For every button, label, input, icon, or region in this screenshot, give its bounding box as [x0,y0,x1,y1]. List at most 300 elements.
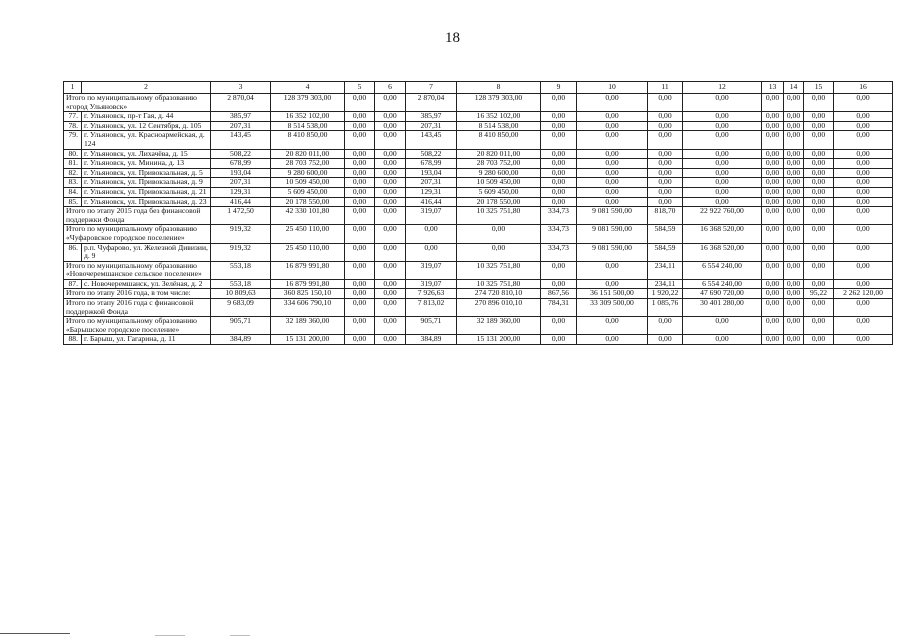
value-cell: 508,22 [211,149,271,159]
value-cell: 193,04 [211,168,271,178]
value-cell: 0,00 [762,299,784,317]
value-cell: 0,00 [648,149,683,159]
value-cell: 2 870,04 [406,94,457,112]
value-cell: 0,00 [784,178,804,188]
value-cell: 0,00 [577,187,648,197]
value-cell: 0,00 [345,159,375,169]
value-cell: 0,00 [784,299,804,317]
value-cell: 0,00 [541,279,577,289]
summary-row [64,207,893,225]
value-cell: 0,00 [345,121,375,131]
value-cell: 0,00 [375,225,406,243]
value-cell: 0,00 [784,131,804,149]
value-cell: 25 450 110,00 [271,243,345,261]
value-cell: 0,00 [345,207,375,225]
value-cell: 0,00 [345,317,375,335]
value-cell: 129,31 [211,187,271,197]
row-index: 88. [64,335,82,345]
value-cell: 5 609 450,00 [271,187,345,197]
header-cell: 9 [541,82,577,94]
table-row [64,197,893,207]
summary-row [64,261,893,279]
header-cell: 13 [762,82,784,94]
value-cell: 0,00 [683,112,762,122]
value-cell: 9 683,09 [211,299,271,317]
value-cell: 0,00 [804,149,834,159]
value-cell: 9 081 590,00 [577,207,648,225]
value-cell: 0,00 [762,197,784,207]
value-cell: 128 379 303,00 [457,94,541,112]
value-cell: 0,00 [804,168,834,178]
value-cell: 0,00 [834,317,893,335]
row-index: 87. [64,279,82,289]
value-cell: 0,00 [648,335,683,345]
value-cell: 6 554 240,00 [683,279,762,289]
value-cell: 8 410 850,00 [457,131,541,149]
value-cell: 0,00 [834,243,893,261]
header-cell: 10 [577,82,648,94]
table-row [64,279,893,289]
row-index: 80. [64,149,82,159]
value-cell: 0,00 [375,112,406,122]
address-cell: г. Ульяновск, ул. Привокзальная, д. 23 [82,197,211,207]
value-cell: 10 809,63 [211,289,271,299]
value-cell: 0,00 [577,131,648,149]
value-cell: 0,00 [834,149,893,159]
header-cell: 1 [64,82,82,94]
value-cell: 0,00 [375,131,406,149]
value-cell: 0,00 [834,131,893,149]
value-cell: 9 081 590,00 [577,225,648,243]
value-cell: 0,00 [648,197,683,207]
value-cell: 0,00 [784,149,804,159]
value-cell: 0,00 [683,131,762,149]
value-cell: 0,00 [834,279,893,289]
value-cell: 0,00 [784,168,804,178]
value-cell: 0,00 [345,94,375,112]
value-cell: 0,00 [834,225,893,243]
value-cell: 0,00 [577,121,648,131]
value-cell: 2 870,04 [211,94,271,112]
value-cell: 508,22 [406,149,457,159]
header-cell: 5 [345,82,375,94]
value-cell: 334,73 [541,243,577,261]
value-cell: 0,00 [683,187,762,197]
value-cell: 0,00 [804,159,834,169]
value-cell: 16 352 102,00 [271,112,345,122]
value-cell: 0,00 [541,168,577,178]
value-cell: 0,00 [345,187,375,197]
value-cell: 6 554 240,00 [683,261,762,279]
value-cell: 0,00 [784,159,804,169]
value-cell: 0,00 [784,207,804,225]
value-cell: 2 262 120,00 [834,289,893,299]
value-cell: 0,00 [804,197,834,207]
value-cell: 0,00 [834,168,893,178]
summary-row [64,299,893,317]
value-cell: 0,00 [541,178,577,188]
value-cell: 0,00 [375,168,406,178]
value-cell: 129,31 [406,187,457,197]
value-cell: 0,00 [577,279,648,289]
summary-row [64,94,893,112]
value-cell: 0,00 [762,112,784,122]
value-cell: 0,00 [834,159,893,169]
value-cell: 0,00 [784,121,804,131]
table-row [64,187,893,197]
value-cell: 919,32 [211,243,271,261]
value-cell: 0,00 [345,168,375,178]
value-cell: 0,00 [762,261,784,279]
value-cell: 0,00 [762,279,784,289]
value-cell: 0,00 [345,178,375,188]
value-cell: 0,00 [804,131,834,149]
value-cell: 16 368 520,00 [683,243,762,261]
value-cell: 0,00 [834,121,893,131]
value-cell: 919,32 [211,225,271,243]
value-cell: 0,00 [577,112,648,122]
summary-row [64,225,893,243]
value-cell: 384,89 [406,335,457,345]
value-cell: 42 330 101,80 [271,207,345,225]
value-cell: 0,00 [577,168,648,178]
value-cell: 0,00 [804,335,834,345]
header-cell: 8 [457,82,541,94]
address-cell: р.п. Чуфарово, ул. Железной Дивизии, д. 9 [82,243,211,261]
value-cell: 678,99 [406,159,457,169]
value-cell: 0,00 [375,178,406,188]
row-index: 86. [64,243,82,261]
value-cell: 0,00 [683,335,762,345]
summary-label: Итого по муниципальному образованию «Барышское городское поселение» [64,317,211,335]
value-cell: 0,00 [804,299,834,317]
value-cell: 0,00 [762,121,784,131]
value-cell: 384,89 [211,335,271,345]
address-cell: г. Ульяновск, ул. Минина, д. 13 [82,159,211,169]
value-cell: 0,00 [804,121,834,131]
value-cell: 0,00 [375,299,406,317]
value-cell: 0,00 [804,243,834,261]
value-cell: 0,00 [683,94,762,112]
value-cell: 8 514 538,00 [271,121,345,131]
value-cell: 0,00 [648,159,683,169]
value-cell: 0,00 [804,225,834,243]
value-cell: 234,11 [648,279,683,289]
value-cell: 0,00 [577,197,648,207]
value-cell: 10 325 751,80 [457,261,541,279]
value-cell: 0,00 [762,168,784,178]
address-cell: г. Ульяновск, ул. 12 Сентября, д. 105 [82,121,211,131]
table-row [64,149,893,159]
value-cell: 0,00 [541,149,577,159]
value-cell: 8 410 850,00 [271,131,345,149]
value-cell: 553,18 [211,261,271,279]
value-cell: 143,45 [406,131,457,149]
value-cell: 0,00 [375,197,406,207]
value-cell: 0,00 [762,289,784,299]
value-cell: 0,00 [345,279,375,289]
value-cell: 0,00 [375,207,406,225]
value-cell: 0,00 [762,335,784,345]
value-cell: 905,71 [406,317,457,335]
value-cell: 0,00 [648,187,683,197]
value-cell: 8 514 538,00 [457,121,541,131]
value-cell: 0,00 [762,94,784,112]
table-row [64,243,893,261]
value-cell: 25 450 110,00 [271,225,345,243]
value-cell: 0,00 [784,225,804,243]
value-cell: 0,00 [345,131,375,149]
value-cell: 0,00 [648,178,683,188]
value-cell: 360 825 150,10 [271,289,345,299]
value-cell: 30 401 280,00 [683,299,762,317]
value-cell: 0,00 [577,159,648,169]
summary-label: Итого по этапу 2016 года с финансовой поддержкой Фонда [64,299,211,317]
value-cell: 0,00 [541,335,577,345]
table-row [64,178,893,188]
row-index: 82. [64,168,82,178]
row-index: 81. [64,159,82,169]
data-table [63,81,893,345]
value-cell: 0,00 [804,187,834,197]
value-cell: 0,00 [834,299,893,317]
value-cell: 9 280 600,00 [271,168,345,178]
value-cell: 0,00 [648,131,683,149]
row-index: 83. [64,178,82,188]
value-cell: 0,00 [541,197,577,207]
value-cell: 0,00 [784,187,804,197]
value-cell: 0,00 [804,94,834,112]
table-row [64,335,893,345]
value-cell: 0,00 [577,149,648,159]
value-cell: 207,31 [406,178,457,188]
value-cell: 10 325 751,80 [457,279,541,289]
address-cell: г. Ульяновск, ул. Привокзальная, д. 5 [82,168,211,178]
header-cell: 15 [804,82,834,94]
value-cell: 128 379 303,00 [271,94,345,112]
value-cell: 0,00 [457,243,541,261]
value-cell: 0,00 [683,197,762,207]
value-cell: 15 131 200,00 [457,335,541,345]
value-cell: 0,00 [375,159,406,169]
value-cell: 9 280 600,00 [457,168,541,178]
value-cell: 0,00 [804,178,834,188]
header-cell: 6 [375,82,406,94]
faint-mark [230,635,250,636]
value-cell: 0,00 [375,289,406,299]
address-cell: г. Барыш, ул. Гагарина, д. 11 [82,335,211,345]
value-cell: 0,00 [784,112,804,122]
value-cell: 274 720 810,10 [457,289,541,299]
value-cell: 0,00 [345,225,375,243]
table-body [64,82,893,345]
header-cell: 14 [784,82,804,94]
value-cell: 32 189 360,00 [457,317,541,335]
value-cell: 0,00 [762,187,784,197]
value-cell: 0,00 [834,207,893,225]
header-cell: 12 [683,82,762,94]
value-cell: 334,73 [541,225,577,243]
value-cell: 0,00 [683,168,762,178]
value-cell: 28 703 752,00 [271,159,345,169]
row-index: 79. [64,131,82,149]
value-cell: 0,00 [375,243,406,261]
value-cell: 0,00 [762,225,784,243]
value-cell: 0,00 [541,112,577,122]
value-cell: 0,00 [375,121,406,131]
page-number: 18 [445,30,460,46]
value-cell: 0,00 [834,112,893,122]
value-cell: 95,22 [804,289,834,299]
value-cell: 15 131 200,00 [271,335,345,345]
value-cell: 207,31 [211,178,271,188]
value-cell: 0,00 [406,225,457,243]
summary-row [64,317,893,335]
value-cell: 0,00 [784,335,804,345]
value-cell: 0,00 [784,317,804,335]
address-cell: г. Ульяновск, ул. Привокзальная, д. 9 [82,178,211,188]
value-cell: 0,00 [375,187,406,197]
value-cell: 0,00 [375,279,406,289]
value-cell: 0,00 [648,317,683,335]
value-cell: 32 189 360,00 [271,317,345,335]
value-cell: 553,18 [211,279,271,289]
value-cell: 207,31 [211,121,271,131]
value-cell: 0,00 [375,149,406,159]
summary-label: Итого по муниципальному образованию «Новочеремшанское сельское поселение» [64,261,211,279]
value-cell: 0,00 [577,178,648,188]
value-cell: 0,00 [648,121,683,131]
value-cell: 0,00 [541,159,577,169]
table-row [64,121,893,131]
summary-label: Итого по этапу 2015 года без финансовой поддержки Фонда [64,207,211,225]
value-cell: 270 896 010,10 [457,299,541,317]
value-cell: 0,00 [541,187,577,197]
value-cell: 47 690 720,00 [683,289,762,299]
header-cell: 2 [82,82,211,94]
value-cell: 0,00 [834,187,893,197]
value-cell: 1 472,50 [211,207,271,225]
table-header-row [64,82,893,94]
value-cell: 334 606 790,10 [271,299,345,317]
value-cell: 143,45 [211,131,271,149]
header-cell: 11 [648,82,683,94]
value-cell: 193,04 [406,168,457,178]
value-cell: 385,97 [211,112,271,122]
value-cell: 0,00 [834,261,893,279]
value-cell: 16 879 991,80 [271,261,345,279]
value-cell: 0,00 [541,317,577,335]
value-cell: 36 151 500,00 [577,289,648,299]
address-cell: с. Новочеремшанск, ул. Зелёная, д. 2 [82,279,211,289]
value-cell: 0,00 [457,225,541,243]
summary-label: Итого по муниципальному образованию «город Ульяновск» [64,94,211,112]
value-cell: 22 922 760,00 [683,207,762,225]
value-cell: 0,00 [345,261,375,279]
value-cell: 10 509 450,00 [457,178,541,188]
value-cell: 0,00 [804,207,834,225]
value-cell: 0,00 [345,197,375,207]
row-index: 78. [64,121,82,131]
value-cell: 0,00 [804,317,834,335]
value-cell: 905,71 [211,317,271,335]
header-cell: 7 [406,82,457,94]
value-cell: 0,00 [762,149,784,159]
value-cell: 678,99 [211,159,271,169]
value-cell: 0,00 [577,335,648,345]
value-cell: 5 609 450,00 [457,187,541,197]
row-index: 84. [64,187,82,197]
value-cell: 1 920,22 [648,289,683,299]
value-cell: 0,00 [683,149,762,159]
value-cell: 0,00 [345,112,375,122]
value-cell: 7 813,02 [406,299,457,317]
value-cell: 0,00 [762,317,784,335]
value-cell: 0,00 [762,159,784,169]
value-cell: 20 820 011,00 [271,149,345,159]
address-cell: г. Ульяновск, пр-т Гая, д. 44 [82,112,211,122]
value-cell: 0,00 [834,178,893,188]
table-container [63,81,893,345]
value-cell: 385,97 [406,112,457,122]
value-cell: 0,00 [804,279,834,289]
value-cell: 0,00 [784,279,804,289]
value-cell: 0,00 [648,94,683,112]
value-cell: 416,44 [211,197,271,207]
value-cell: 0,00 [804,261,834,279]
value-cell: 784,31 [541,299,577,317]
summary-label: Итого по муниципальному образованию «Чуфаровское городское поселение» [64,225,211,243]
value-cell: 33 309 500,00 [577,299,648,317]
table-row [64,168,893,178]
value-cell: 0,00 [375,94,406,112]
value-cell: 584,59 [648,225,683,243]
value-cell: 0,00 [345,149,375,159]
value-cell: 16 352 102,00 [457,112,541,122]
value-cell: 0,00 [345,335,375,345]
address-cell: г. Ульяновск, ул. Лихачёва, д. 15 [82,149,211,159]
summary-label: Итого по этапу 2016 года, в том числе: [64,289,211,299]
value-cell: 319,07 [406,207,457,225]
value-cell: 16 879 991,80 [271,279,345,289]
value-cell: 0,00 [834,335,893,345]
header-cell: 16 [834,82,893,94]
value-cell: 0,00 [375,261,406,279]
value-cell: 0,00 [541,121,577,131]
value-cell: 0,00 [762,131,784,149]
value-cell: 0,00 [834,94,893,112]
value-cell: 0,00 [762,207,784,225]
value-cell: 0,00 [683,178,762,188]
value-cell: 0,00 [577,261,648,279]
value-cell: 818,70 [648,207,683,225]
value-cell: 319,07 [406,279,457,289]
value-cell: 0,00 [577,94,648,112]
value-cell: 0,00 [577,317,648,335]
value-cell: 0,00 [541,131,577,149]
value-cell: 0,00 [541,261,577,279]
value-cell: 0,00 [804,112,834,122]
value-cell: 0,00 [784,261,804,279]
value-cell: 16 368 520,00 [683,225,762,243]
value-cell: 0,00 [834,197,893,207]
header-cell: 3 [211,82,271,94]
value-cell: 0,00 [345,243,375,261]
value-cell: 234,11 [648,261,683,279]
value-cell: 0,00 [762,178,784,188]
value-cell: 20 178 550,00 [271,197,345,207]
value-cell: 0,00 [375,317,406,335]
